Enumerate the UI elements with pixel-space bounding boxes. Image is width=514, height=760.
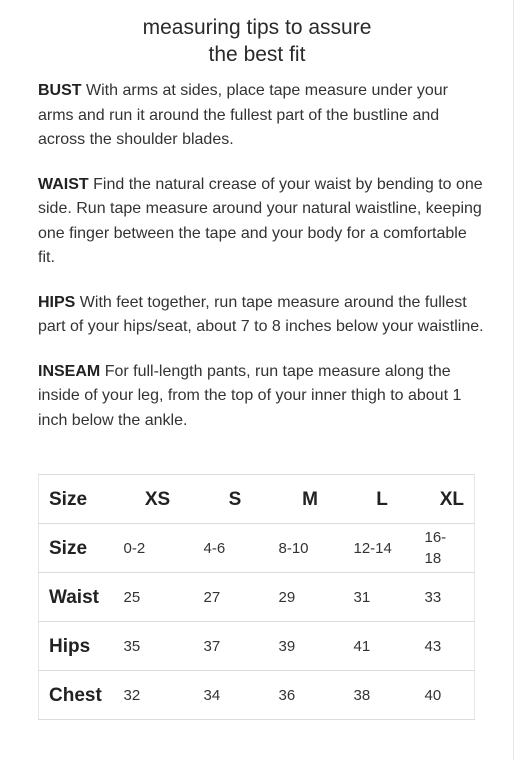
tip-text: Find the natural crease of your waist by bending to one side. Run tape measure around your natural waistline, keeping one finger between the tape and your body for a comfortable fit. xyxy=(38,175,483,266)
tip-inseam xyxy=(38,360,486,434)
table-cell: 12-14 xyxy=(348,524,417,573)
tip-text: With feet together, run tape measure around the fullest part of your hips/seat, about 7 to 8 inches below your waistline. xyxy=(38,293,484,335)
table-cell: 36 xyxy=(273,671,348,720)
size-chart-table xyxy=(38,474,475,720)
table-row xyxy=(39,671,475,720)
table-header-cell: L xyxy=(348,475,417,524)
table-cell: 37 xyxy=(198,622,273,671)
table-cell: 0-2 xyxy=(118,524,198,573)
tip-label: WAIST xyxy=(38,175,89,193)
table-row xyxy=(39,573,475,622)
table-cell: 31 xyxy=(348,573,417,622)
table-cell: 29 xyxy=(273,573,348,622)
table-cell: 27 xyxy=(198,573,273,622)
table-cell: 4-6 xyxy=(198,524,273,573)
table-header-row xyxy=(39,475,475,524)
tip-label: INSEAM xyxy=(38,362,101,380)
row-label: Hips xyxy=(39,622,118,671)
measuring-tips xyxy=(38,79,486,453)
row-label: Waist xyxy=(39,573,118,622)
table-cell: 39 xyxy=(273,622,348,671)
tip-text: For full-length pants, run tape measure along the inside of your leg, from the top of your inner thigh to about 1 inch below the ankle. xyxy=(38,362,462,429)
table-header-cell: XS xyxy=(118,475,198,524)
page-title-line-2: the best fit xyxy=(208,43,306,66)
table-cell: 35 xyxy=(118,622,198,671)
table-header-cell: S xyxy=(198,475,273,524)
table-cell: 40 xyxy=(417,671,475,720)
table-row xyxy=(39,524,475,573)
page-title xyxy=(0,14,514,68)
tip-hips xyxy=(38,291,486,340)
table-cell: 8-10 xyxy=(273,524,348,573)
table-header-cell: M xyxy=(273,475,348,524)
table-cell: 43 xyxy=(417,622,475,671)
table-cell: 41 xyxy=(348,622,417,671)
table-cell: 33 xyxy=(417,573,475,622)
tip-bust xyxy=(38,79,486,153)
table-header-cell: XL xyxy=(417,475,475,524)
tip-label: BUST xyxy=(38,82,82,99)
table-cell: 38 xyxy=(348,671,417,720)
table-row xyxy=(39,622,475,671)
row-label: Size xyxy=(39,524,118,573)
table-cell: 25 xyxy=(118,573,198,622)
table-cell: 34 xyxy=(198,671,273,720)
row-label: Chest xyxy=(39,671,118,720)
tip-text: With arms at sides, place tape measure under your arms and run it around the fullest part of the bustline and across the shoulder blades. xyxy=(38,82,448,148)
table-cell: 32 xyxy=(118,671,198,720)
tip-label: HIPS xyxy=(38,293,76,311)
tip-waist xyxy=(38,173,486,271)
page-title-line-1: measuring tips to assure xyxy=(142,16,372,39)
table-header-cell: Size xyxy=(39,475,118,524)
table-cell: 16-18 xyxy=(417,524,475,573)
